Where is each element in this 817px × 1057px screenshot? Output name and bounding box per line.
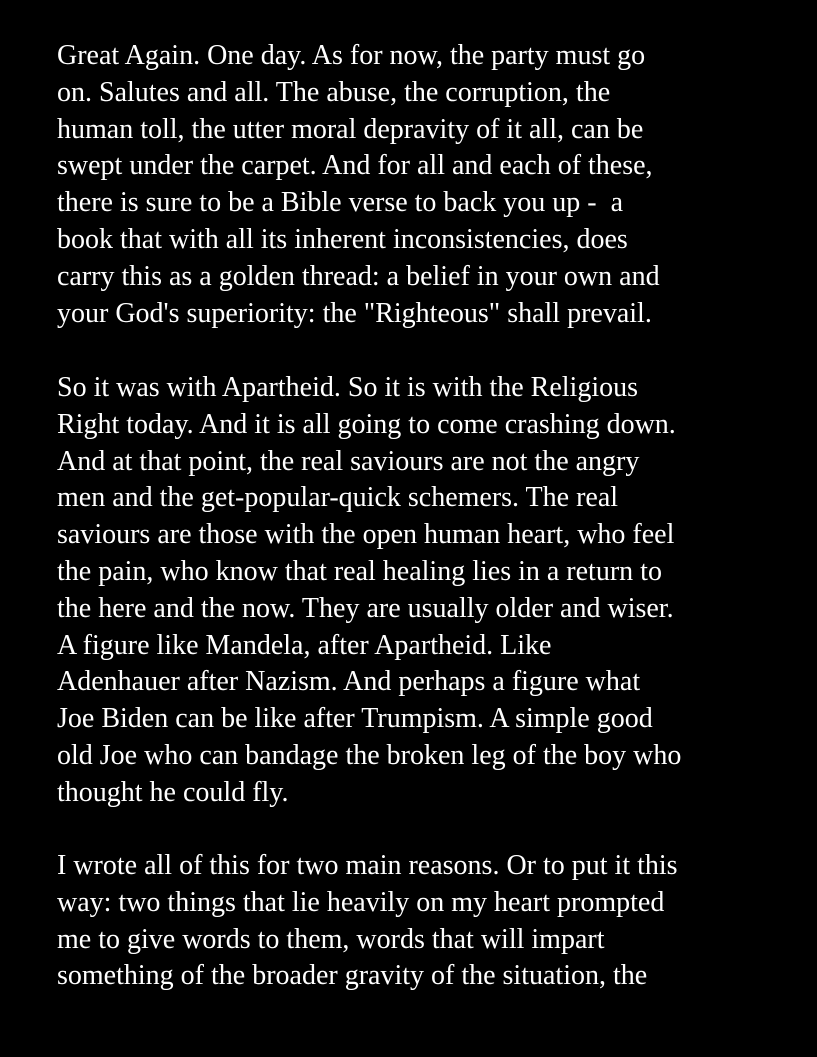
text-line: Adenhauer after Nazism. And perhaps a figure what: [57, 666, 641, 698]
text-line: the pain, who know that real healing lies in a return to: [57, 555, 662, 587]
text-line: And at that point, the real saviours are not the angry: [57, 445, 640, 477]
text-line: book that with all its inherent inconsistencies, does: [57, 223, 628, 255]
text-line: way: two things that lie heavily on my heart prompted: [57, 886, 665, 918]
text-line: thought he could fly.: [57, 776, 289, 808]
paragraph-1: [57, 38, 660, 332]
text-line: there is sure to be a Bible verse to back you up - a: [57, 187, 624, 219]
text-line: I wrote all of this for two main reasons. Or to put it this: [57, 850, 678, 881]
text-line: saviours are those with the open human heart, who feel: [57, 519, 675, 551]
text-line: on. Salutes and all. The abuse, the corruption, the: [57, 76, 611, 108]
text-line: Joe Biden can be like after Trumpism. A simple good: [57, 703, 653, 735]
text-line: men and the get-popular-quick schemers. The real: [57, 482, 619, 514]
text-line: carry this as a golden thread: a belief in your own and: [57, 260, 660, 292]
text-line: old Joe who can bandage the broken leg of the boy who: [57, 739, 682, 771]
text-line: Right today. And it is all going to come crashing down.: [57, 408, 676, 440]
text-line: something of the broader gravity of the situation, the: [57, 960, 648, 992]
text-line: me to give words to them, words that will impart: [57, 923, 605, 955]
paragraph-3: [57, 848, 678, 995]
text-line: your God's superiority: the "Righteous" shall prevail.: [57, 297, 652, 329]
text-line: Great Again. One day. As for now, the party must go: [57, 40, 646, 71]
text-line: human toll, the utter moral depravity of it all, can be: [57, 113, 644, 145]
text-line: So it was with Apartheid. So it is with the Religious: [57, 372, 638, 403]
text-line: the here and the now. They are usually older and wiser.: [57, 592, 674, 624]
text-line: A figure like Mandela, after Apartheid. Like: [57, 629, 552, 661]
text-line: swept under the carpet. And for all and each of these,: [57, 150, 653, 182]
paragraph-2: [57, 370, 681, 812]
